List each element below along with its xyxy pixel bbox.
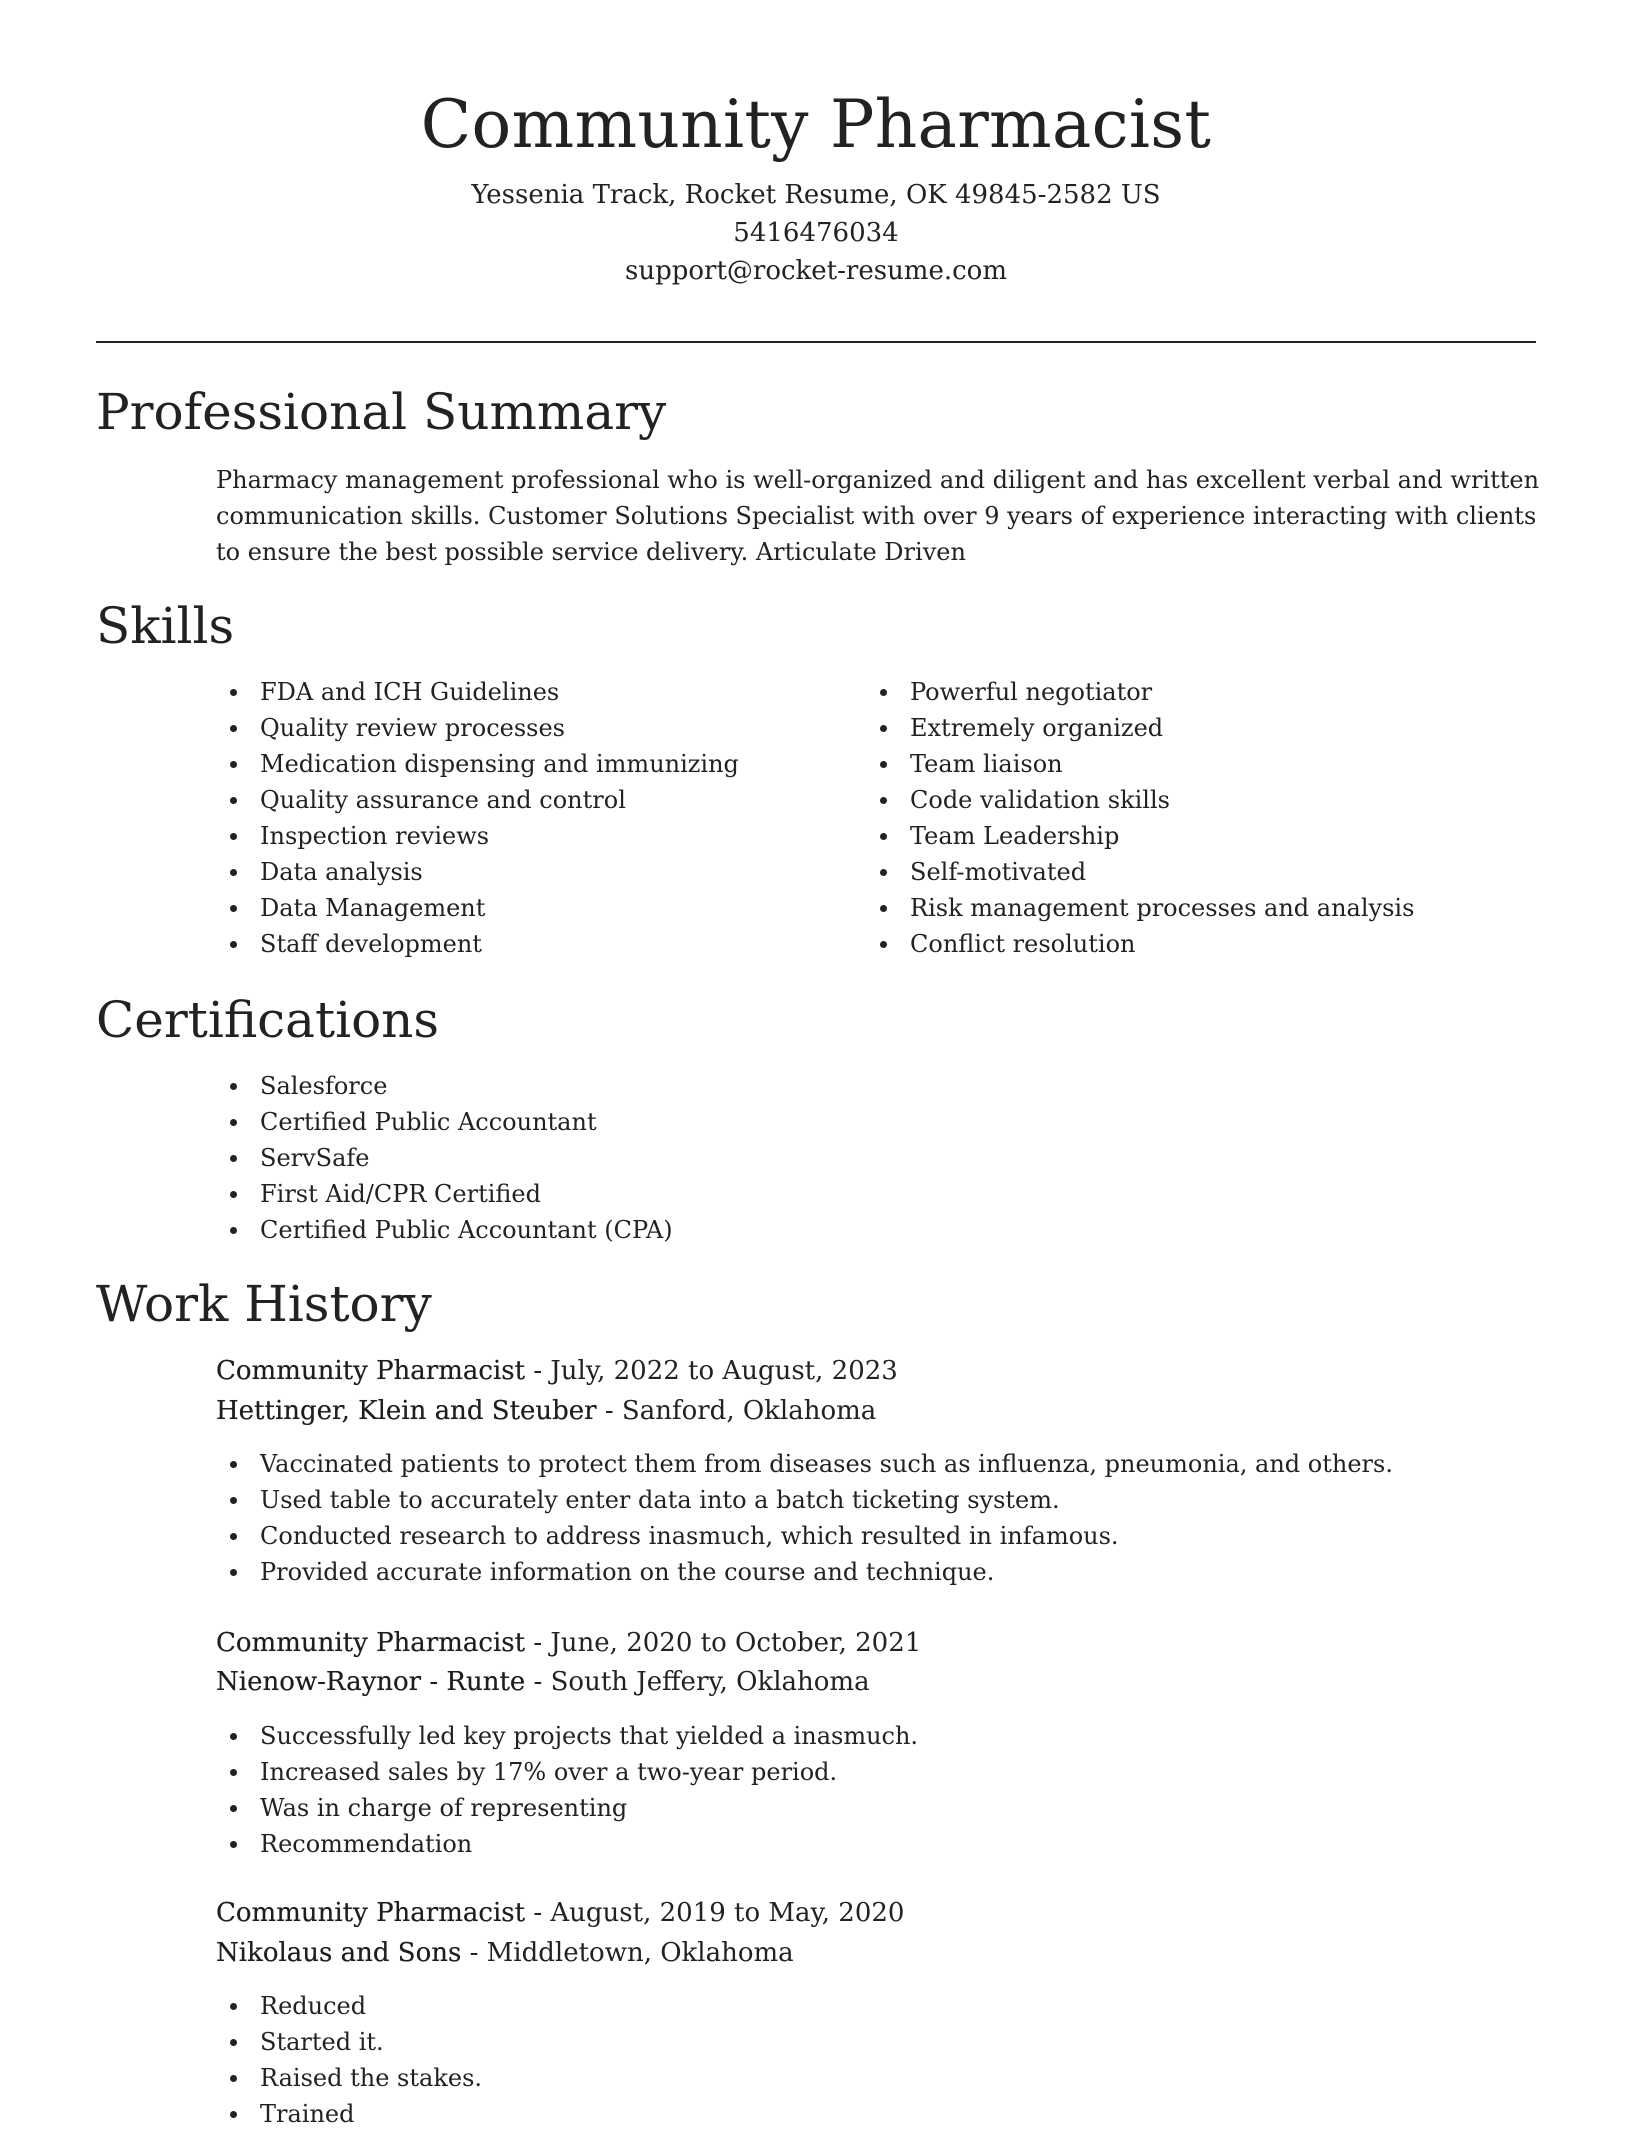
job-title-line <box>216 1624 1536 1663</box>
skills-list-right <box>866 674 1526 962</box>
skill-item: Staff development <box>216 926 836 962</box>
job-bullet: Raised the stakes. <box>216 2060 1536 2096</box>
job-bullet: Used table to accurately enter data into a batch ticketing system. <box>216 1482 1536 1518</box>
job-bullet: Was in charge of representing <box>216 1790 1536 1826</box>
job-bullet: Conducted research to address inasmuch, which resulted in infamous. <box>216 1518 1536 1554</box>
job-role: Community Pharmacist <box>216 1628 526 1658</box>
job-bullet: Vaccinated patients to protect them from diseases such as influenza, pneumonia, and others. <box>216 1446 1536 1482</box>
job-bullet: Provided accurate information on the course and technique. <box>216 1554 1536 1590</box>
job-role: Community Pharmacist <box>216 1356 526 1386</box>
skill-item: Quality assurance and control <box>216 782 836 818</box>
skills-list-left <box>216 674 836 962</box>
skill-item: Powerful negotiator <box>866 674 1526 710</box>
job-dates: - August, 2019 to May, 2020 <box>525 1898 905 1928</box>
skill-item: Risk management processes and analysis <box>866 890 1526 926</box>
certification-item: Certified Public Accountant <box>216 1104 1516 1140</box>
skill-item: Medication dispensing and immunizing <box>216 746 836 782</box>
work-history-heading: Work History <box>96 1275 432 1333</box>
skills-heading: Skills <box>96 597 235 655</box>
certification-item: ServSafe <box>216 1140 1516 1176</box>
contact-email: support@rocket-resume.com <box>624 256 1007 286</box>
summary-heading: Professional Summary <box>96 383 667 441</box>
skill-item: Data Management <box>216 890 836 926</box>
job-bullets <box>216 1718 1536 1862</box>
job-bullet: Successfully led key projects that yielded a inasmuch. <box>216 1718 1536 1754</box>
skill-item: FDA and ICH Guidelines <box>216 674 836 710</box>
header-divider <box>96 341 1536 343</box>
certifications-list <box>216 1068 1516 1248</box>
job-bullet: Recommendation <box>216 1826 1536 1862</box>
job-role: Community Pharmacist <box>216 1898 526 1928</box>
resume-header <box>96 80 1536 290</box>
skill-item: Self-motivated <box>866 854 1526 890</box>
job-dates: - June, 2020 to October, 2021 <box>525 1628 922 1658</box>
job-bullet: Increased sales by 17% over a two-year period. <box>216 1754 1536 1790</box>
summary-text: Pharmacy management professional who is well-organized and diligent and has excellent verbal and written communication skills. Customer Solutions Specialist with over 9 years of experience interacting with clients to ensure the best possible service delivery. Articulate Driven <box>216 466 1540 566</box>
contact-phone: 5416476034 <box>733 218 899 248</box>
job-company: Nienow-Raynor - Runte <box>216 1667 526 1697</box>
job-location: - South Jeffery, Oklahoma <box>525 1667 870 1697</box>
skill-item: Extremely organized <box>866 710 1526 746</box>
job-location: - Middletown, Oklahoma <box>461 1938 794 1968</box>
contact-address: Yessenia Track, Rocket Resume, OK 49845-2582 US <box>471 180 1161 210</box>
job-dates: - July, 2022 to August, 2023 <box>525 1356 898 1386</box>
job-bullet: Trained <box>216 2096 1536 2132</box>
certification-item: First Aid/CPR Certified <box>216 1176 1516 1212</box>
job-company: Nikolaus and Sons <box>216 1938 462 1968</box>
job-company-line <box>216 1934 1536 1973</box>
skill-item: Quality review processes <box>216 710 836 746</box>
skill-item: Inspection reviews <box>216 818 836 854</box>
job-company-line <box>216 1663 1536 1702</box>
job-company: Hettinger, Klein and Steuber <box>216 1396 597 1426</box>
certifications-heading: Certifications <box>96 991 440 1049</box>
skill-item: Team liaison <box>866 746 1526 782</box>
job-bullet: Started it. <box>216 2024 1536 2060</box>
job-bullets <box>216 1988 1536 2132</box>
certification-item: Certified Public Accountant (CPA) <box>216 1212 1516 1248</box>
job-title-line <box>216 1352 1536 1391</box>
job-bullets <box>216 1446 1536 1590</box>
skill-item: Team Leadership <box>866 818 1526 854</box>
candidate-name: Community Pharmacist <box>420 86 1212 163</box>
skill-item: Conflict resolution <box>866 926 1526 962</box>
job-company-line <box>216 1392 1536 1431</box>
certification-item: Salesforce <box>216 1068 1516 1104</box>
skill-item: Data analysis <box>216 854 836 890</box>
job-title-line <box>216 1894 1536 1933</box>
skill-item: Code validation skills <box>866 782 1526 818</box>
job-location: - Sanford, Oklahoma <box>596 1396 877 1426</box>
job-bullet: Reduced <box>216 1988 1536 2024</box>
